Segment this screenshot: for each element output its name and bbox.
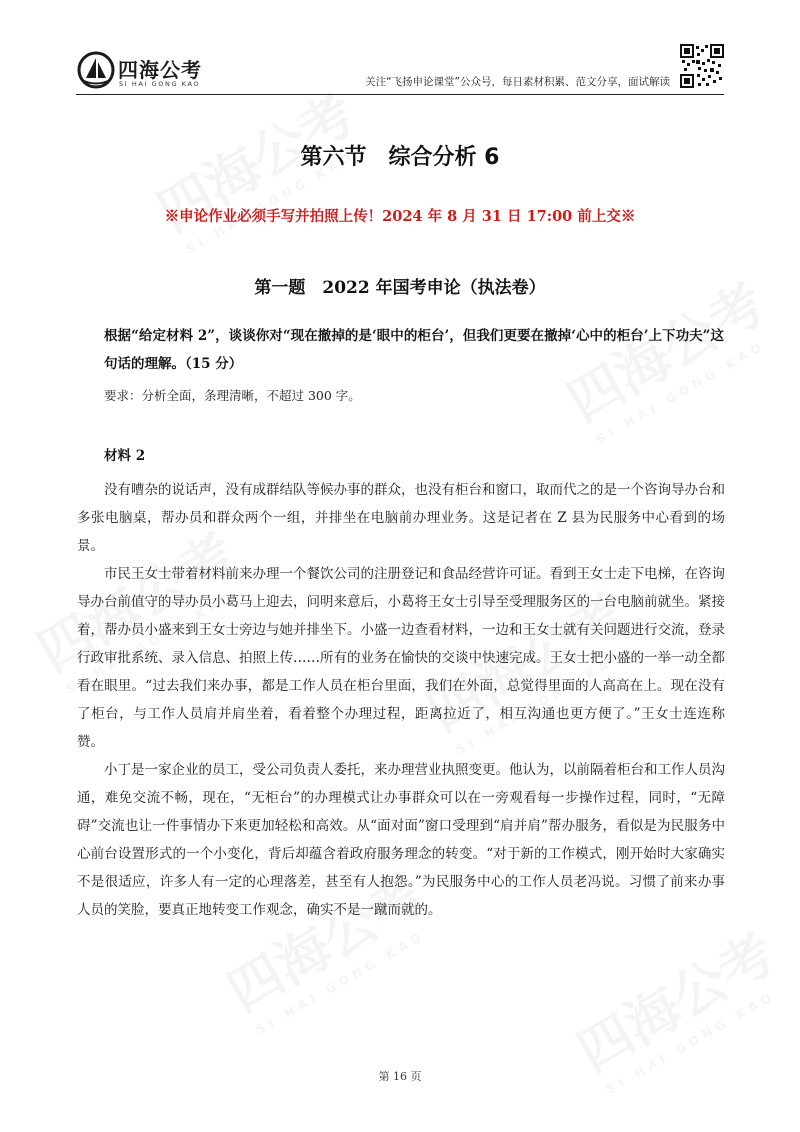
question-title: 第一题 2022 年国考申论（执法卷）: [254, 278, 546, 298]
answer-requirement: 要求：分析全面，条理清晰，不超过 300 字。: [104, 388, 361, 403]
material-label: 材料 2: [104, 448, 146, 464]
brand-subtitle: SI HAI GONG KAO: [119, 80, 201, 88]
brand-logo: [76, 50, 216, 94]
header-divider: [76, 94, 724, 95]
qr-code-icon: [680, 44, 724, 88]
sailboat-logo-icon: [76, 50, 116, 90]
brand-name: 四海公考: [118, 58, 202, 82]
page-header: [0, 0, 800, 100]
material-paragraph: 没有嘈杂的说话声，没有成群结队等候办事的群众，也没有柜台和窗口，取而代之的是一个咨询导办台和多张电脑桌，帮办员和群众两个一组，并排坐在电脑前办理业务。这是记者在 Z 县为民服务中心看到的场景。: [77, 482, 725, 554]
section-title: 第六节 综合分析 6: [300, 145, 500, 170]
material-paragraph: 市民王女士带着材料前来办理一个餐饮公司的注册登记和食品经营许可证。看到王女士走下电梯，在咨询导办台前值守的导办员小葛马上迎去，问明来意后，小葛将王女士引导至受理服务区的一台电脑前就坐。紧接着，帮办员小盛来到王女士旁边与她并排坐下。小盛一边查看材料，一边和王女士就有关问题进行交流，登录行政审批系统、录入信息、拍照上传……所有的业务在愉快的交谈中快速完成。王女士把小盛的一举一动全都看在眼里。“过去我们来办事，都是工作人员在柜台里面，我们在外面，总觉得里面的人高高在上。现在没有了柜台，与工作人员肩并肩坐着，看着整个办理过程，距离拉近了，相互沟通也更方便了。”王女士连连称赞。: [77, 566, 725, 750]
material-paragraph: 小丁是一家企业的员工，受公司负责人委托，来办理营业执照变更。他认为，以前隔着柜台和工作人员沟通，难免交流不畅，现在，“无柜台”的办理模式让办事群众可以在一旁观看每一步操作过程，同时，“无障碍”交流也让一件事情办下来更加轻松和高效。从“面对面”窗口受理到“肩并肩”帮办服务，看似是为民服务中心前台设置形式的一个小变化，背后却蕴含着政府服务理念的转变。“对于新的工作模式，刚开始时大家确实不是很适应，许多人有一定的心理落差，甚至有人抱怨。”为民服务中心的工作人员老冯说。习惯了前来办事人员的笑脸，要真正地转变工作观念，确实不是一蹴而就的。: [77, 762, 725, 918]
material-body: [77, 476, 725, 924]
submission-notice: ※申论作业必须手写并拍照上传！2024 年 8 月 31 日 17:00 前上交※: [164, 208, 636, 225]
header-tagline: 关注“飞扬申论课堂”公众号，每日素材积累、范文分享，面试解读: [365, 76, 670, 88]
page-number: 第 16 页: [378, 1070, 422, 1083]
question-prompt: 根据“给定材料 2”，谈谈你对“现在撤掉的是‘眼中的柜台’，但我们更要在撤掉‘心中的柜台’上下功夫”这句话的理解。（15 分）: [104, 328, 724, 372]
